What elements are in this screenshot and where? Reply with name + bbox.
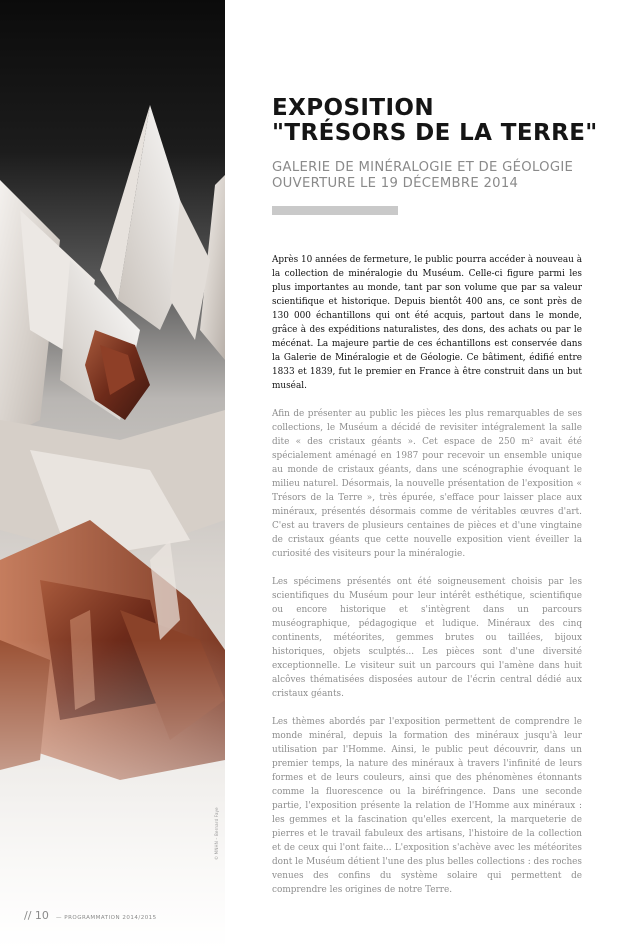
body-paragraph-2: Afin de présenter au public les pièces les plus remarquables de ses collections, le Muséum a décidé de revisiter intégralement la salle dite « des cristaux géants ». Cet espace de 250 m² avait été spécialement aménagé en 1987 pour recevoir un ensemble unique au monde de cristaux géants, dans une scénographie évoquant le milieu naturel. Désormais, la nouvelle présentation de l'exposition « Trésors de la Terre », très épurée, s'efface pour laisser place aux minéraux, présentés désormais comme de véritables œuvres d'art. C'est au travers de plusieurs centaines de pièces et d'une vingtaine de cristaux géants que cette nouvelle exposition vient éveiller la curiosité des visiteurs pour la minéralogie. [272, 409, 582, 559]
title-line-1: EXPOSITION [272, 95, 435, 121]
title-rule [272, 206, 398, 215]
article [272, 95, 598, 897]
body-paragraph-3: Les spécimens présentés ont été soigneusement choisis par les scientifiques du Muséum pour leur intérêt esthétique, scientifique ou encore historique et s'intègrent dans un parcours muséographique, pédagogique et ludique. Minéraux des cinq continents, météorites, gemmes brutes ou taillées, bijoux historiques, objets sculptés... Les pièces sont d'une diversité exceptionnelle. Le visiteur suit un parcours qui l'amène dans huit alcôves thématisées disposées autour de l'écrin central dédié aux cristaux géants. [272, 577, 582, 699]
page-number: // 10 [24, 909, 49, 922]
subtitle-line-1: GALERIE DE MINÉRALOGIE ET DE GÉOLOGIE [272, 160, 574, 175]
section-label: — PROGRAMMATION 2014/2015 [56, 915, 157, 921]
page-title [272, 95, 598, 146]
body-paragraph-4: Les thèmes abordés par l'exposition permettent de comprendre le monde minéral, depuis la formation des minéraux jusqu'à leur utilisation par l'Homme. Ainsi, le public peut découvrir, dans un premier temps, la nature des minéraux à travers l'infinité de leurs formes et de leurs couleurs, ainsi que des phénomènes étonnants comme la fluorescence ou la biréfringence. Dans une seconde partie, l'exposition présente la relation de l'Homme aux minéraux : les gemmes et la fascination qu'elles exercent, la marqueterie de pierres et le travail fabuleux des artisans, l'histoire de la collection et de ceux qui l'ont faite... L'exposition s'achève avec les météorites dont le Muséum détient l'une des plus belles collections : des roches venues des confins du système solaire qui permettent de comprendre les origines de notre Terre. [272, 717, 582, 895]
photo-credit: © MNHN – Bernard Faye [214, 807, 219, 860]
page-footer [24, 904, 157, 923]
intro-paragraph: Après 10 années de fermeture, le public pourra accéder à nouveau à la collection de minéralogie du Muséum. Celle-ci figure parmi les plus importantes au monde, tant par son volume que par sa valeur scientifique et historique. Depuis bientôt 400 ans, ce sont près de 130 000 échantillons qui ont été acquis, partout dans le monde, grâce à des expéditions naturalistes, des dons, des achats ou par le mécénat. La majeure partie de ces échantillons est conservée dans la Galerie de Minéralogie et de Géologie. Ce bâtiment, édifié entre 1833 et 1839, fut le premier en France à être construit dans un but muséal. [272, 255, 582, 391]
crystal-photo [0, 0, 225, 950]
title-line-2: "TRÉSORS DE LA TERRE" [272, 120, 598, 146]
subtitle-line-2: OUVERTURE LE 19 DÉCEMBRE 2014 [272, 176, 519, 191]
subtitle [272, 160, 582, 192]
